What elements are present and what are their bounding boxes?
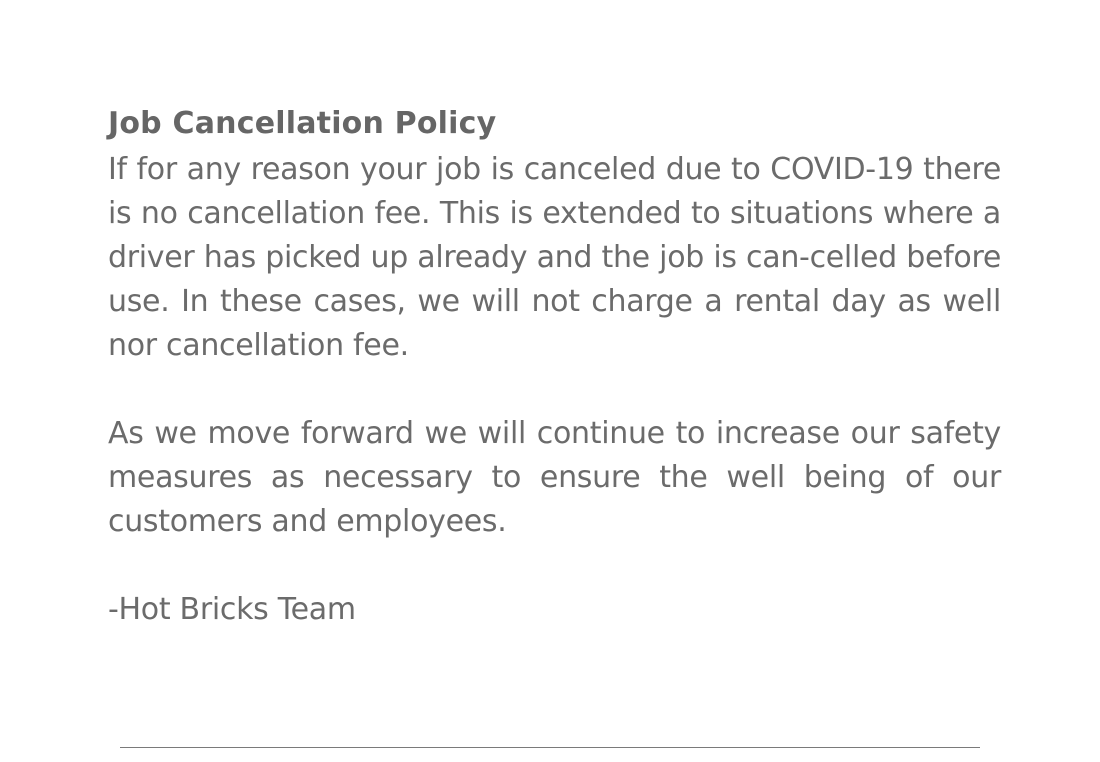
team-signature: -Hot Bricks Team: [108, 592, 356, 627]
policy-title: Job Cancellation Policy: [108, 106, 497, 141]
cancellation-policy: [108, 100, 1001, 632]
footer-divider: [120, 747, 980, 748]
policy-paragraph-safety: As we move forward we will continue to increase our safety measures as necessary to ensure the well being of our customers and employees.: [108, 416, 1001, 539]
paragraph-spacer: [108, 544, 1001, 588]
policy-paragraph-covid: If for any reason your job is canceled due to COVID-19 there is no cancellation fee. This is extended to situations where a driver has picked up already and the job is can-celled before use. In these cases, we will not charge a rental day as well nor cancellation fee.: [108, 152, 1001, 363]
paragraph-spacer: [108, 368, 1001, 412]
